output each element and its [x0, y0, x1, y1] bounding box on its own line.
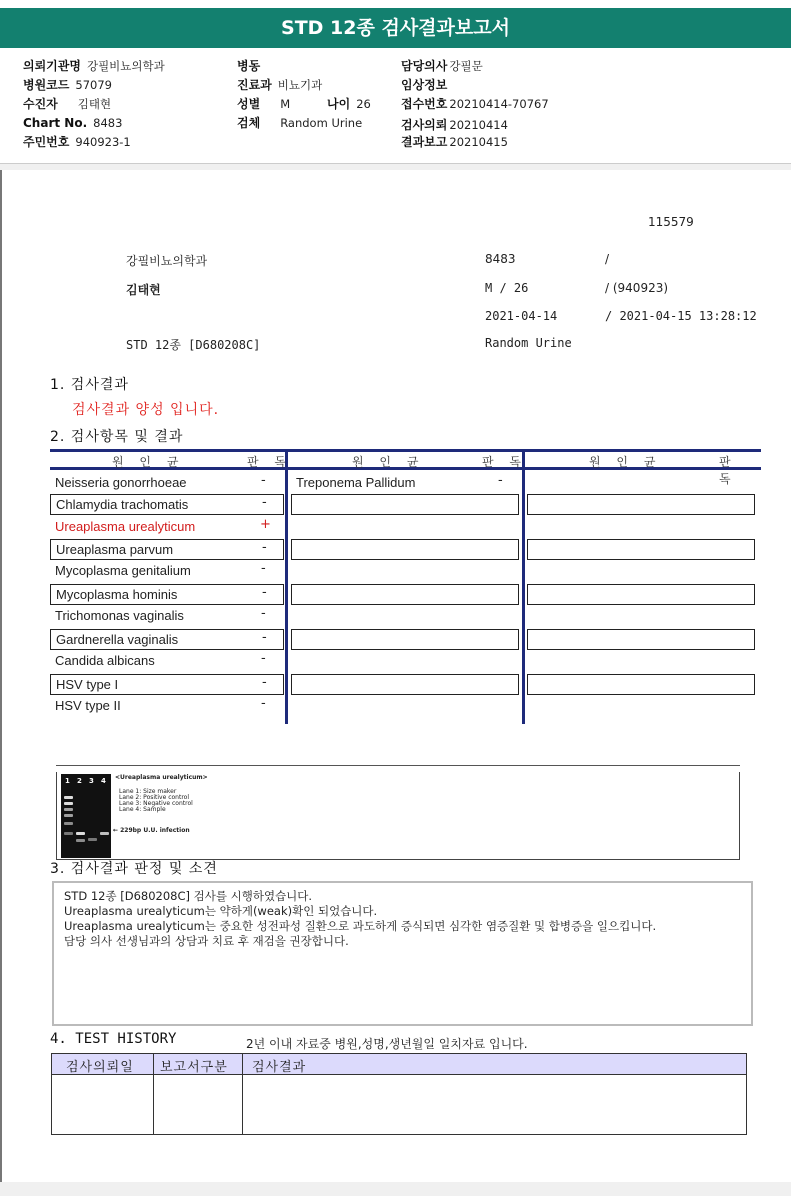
- ward-field: 병동: [237, 59, 261, 73]
- sheet-institution: 강필비뇨의학과: [126, 254, 208, 268]
- patient-field: 수진자 김태현: [23, 97, 112, 111]
- gel-title: <Ureaplasma urealyticum>: [115, 774, 208, 781]
- gel-legend-item: Lane 4: Sample: [119, 806, 166, 813]
- col-pathogen-header-2: 원 인 균: [352, 455, 425, 469]
- empty-cell: [527, 629, 755, 650]
- sex-field: 성별 M: [237, 97, 291, 111]
- ladder-band: [64, 814, 73, 817]
- doc-number: 115579: [648, 215, 694, 229]
- section-1-title: 1. 검사결과: [50, 377, 129, 393]
- lane-number: 4: [101, 777, 106, 785]
- table-row-positive: Ureaplasma urealyticum +: [55, 517, 271, 534]
- history-col-result: 검사결과: [252, 1060, 307, 1075]
- table-row: HSV type I -: [50, 674, 284, 695]
- chart-no-field: Chart No. 8483: [23, 116, 123, 130]
- sheet-test-name: STD 12종 [D680208C]: [126, 338, 261, 352]
- findings-box: [52, 881, 753, 1026]
- age-field: 나이 26: [327, 97, 371, 111]
- specimen-field: 검체 Random Urine: [237, 116, 363, 130]
- gel-electrophoresis-panel: [56, 772, 740, 860]
- col-result-header-2: 판 독: [482, 455, 527, 469]
- history-col-divider: [242, 1054, 243, 1134]
- request-date-field: 검사의뢰 20210414: [401, 118, 508, 132]
- empty-cell: [527, 674, 755, 695]
- gel-legend-item: Lane 2: Positive control: [119, 794, 190, 801]
- positive-control-band: [76, 832, 85, 835]
- col-result-header-1: 판 독: [247, 455, 292, 469]
- table-row: HSV type II -: [55, 696, 266, 713]
- sheet-edge: [0, 170, 2, 1182]
- results-table: [50, 449, 761, 724]
- clinical-info-field: 임상정보: [401, 78, 448, 92]
- sheet-request-date: 2021-04-14: [485, 309, 558, 323]
- empty-cell: [291, 494, 519, 515]
- finding-line: Ureaplasma urealyticum는 약하게(weak)확인 되었습니다.: [64, 904, 378, 918]
- sheet-specimen: Random Urine: [485, 336, 572, 350]
- gel-band-label: ← 229bp U.U. infection: [113, 827, 190, 834]
- positive-result: 검사결과 양성 입니다.: [72, 402, 220, 418]
- sheet-sex-age: M / 26: [485, 281, 529, 295]
- patient-info-panel: [0, 50, 791, 164]
- empty-cell: [291, 584, 519, 605]
- gel-legend-item: Lane 3: Negative control: [119, 800, 193, 807]
- sheet-chart: 8483: [485, 252, 516, 266]
- resident-no-field: 주민번호 940923-1: [23, 135, 131, 149]
- history-note: 2년 이내 자료중 병원,성명,생년월일 일치자료 입니다.: [246, 1037, 528, 1051]
- history-col-report-type: 보고서구분: [160, 1060, 228, 1075]
- sheet-patient: 김태현: [126, 283, 161, 297]
- table-divider-2: [522, 449, 525, 724]
- history-header: [52, 1054, 746, 1075]
- table-row: Trichomonas vaginalis -: [55, 606, 266, 623]
- finding-line: STD 12종 [D680208C] 검사를 시행하였습니다.: [64, 889, 313, 903]
- lane-number: 1: [65, 777, 70, 785]
- positive-control-band: [76, 839, 85, 842]
- empty-cell: [527, 494, 755, 515]
- table-row: Candida albicans -: [55, 651, 266, 668]
- section-2-title: 2. 검사항목 및 결과: [50, 429, 184, 445]
- negative-control-band: [88, 838, 97, 841]
- col-pathogen-header-1: 원 인 균: [112, 455, 185, 469]
- report-date-field: 결과보고 20210415: [401, 135, 508, 149]
- ladder-band: [64, 802, 73, 805]
- gel-legend-item: Lane 1: Size maker: [119, 788, 177, 795]
- ladder-band: [64, 796, 73, 799]
- empty-cell: [527, 584, 755, 605]
- report-sheet: [0, 170, 791, 1182]
- ladder-band: [64, 808, 73, 811]
- doctor-field: 담당의사 강필문: [401, 59, 483, 73]
- section-4-title: 4. TEST HISTORY: [50, 1031, 177, 1047]
- institution-field: 의뢰기관명 강필비뇨의학과: [23, 59, 165, 73]
- sheet-report-datetime: / 2021-04-15 13:28:12: [605, 309, 757, 323]
- gel-top-rule: [56, 765, 740, 766]
- finding-line: Ureaplasma urealyticum는 중요한 성전파성 질환으로 과도하게 증식되면 심각한 염증질환 및 합병증을 일으킵니다.: [64, 919, 657, 933]
- hospital-code-field: 병원코드 57079: [23, 78, 112, 92]
- section-3-title: 3. 검사결과 판정 및 소견: [50, 861, 218, 877]
- empty-cell: [527, 539, 755, 560]
- col-result-header-3: 판 독: [719, 455, 737, 486]
- table-top-rule: [50, 449, 761, 452]
- sheet-birth: / (940923): [605, 281, 669, 295]
- table-row: Treponema Pallidum -: [296, 473, 503, 490]
- lane-number: 3: [89, 777, 94, 785]
- finding-line: 담당 의사 선생님과의 상담과 치료 후 재검을 권장합니다.: [64, 934, 349, 948]
- empty-cell: [291, 674, 519, 695]
- table-row: Mycoplasma hominis -: [50, 584, 284, 605]
- receipt-no-field: 접수번호 20210414-70767: [401, 97, 549, 111]
- empty-cell: [291, 539, 519, 560]
- history-col-request-date: 검사의뢰일: [66, 1060, 134, 1075]
- sample-band: [100, 832, 109, 835]
- history-table: [51, 1053, 747, 1135]
- col-pathogen-header-3: 원 인 균: [589, 455, 662, 469]
- ladder-band: [64, 832, 73, 835]
- lane-number: 2: [77, 777, 82, 785]
- empty-cell: [291, 629, 519, 650]
- history-col-divider: [153, 1054, 154, 1134]
- department-field: 진료과 비뇨기과: [237, 78, 323, 92]
- table-divider-1: [285, 449, 288, 724]
- gel-image: [61, 774, 111, 858]
- table-row: Mycoplasma genitalium -: [55, 561, 266, 578]
- table-row: Neisseria gonorrhoeae -: [55, 473, 266, 490]
- table-row: Ureaplasma parvum -: [50, 539, 284, 560]
- table-row: Gardnerella vaginalis -: [50, 629, 284, 650]
- table-row: Chlamydia trachomatis -: [50, 494, 284, 515]
- report-title: STD 12종 검사결과보고서: [0, 8, 791, 48]
- ladder-band: [64, 822, 73, 825]
- sheet-slash: /: [605, 252, 610, 266]
